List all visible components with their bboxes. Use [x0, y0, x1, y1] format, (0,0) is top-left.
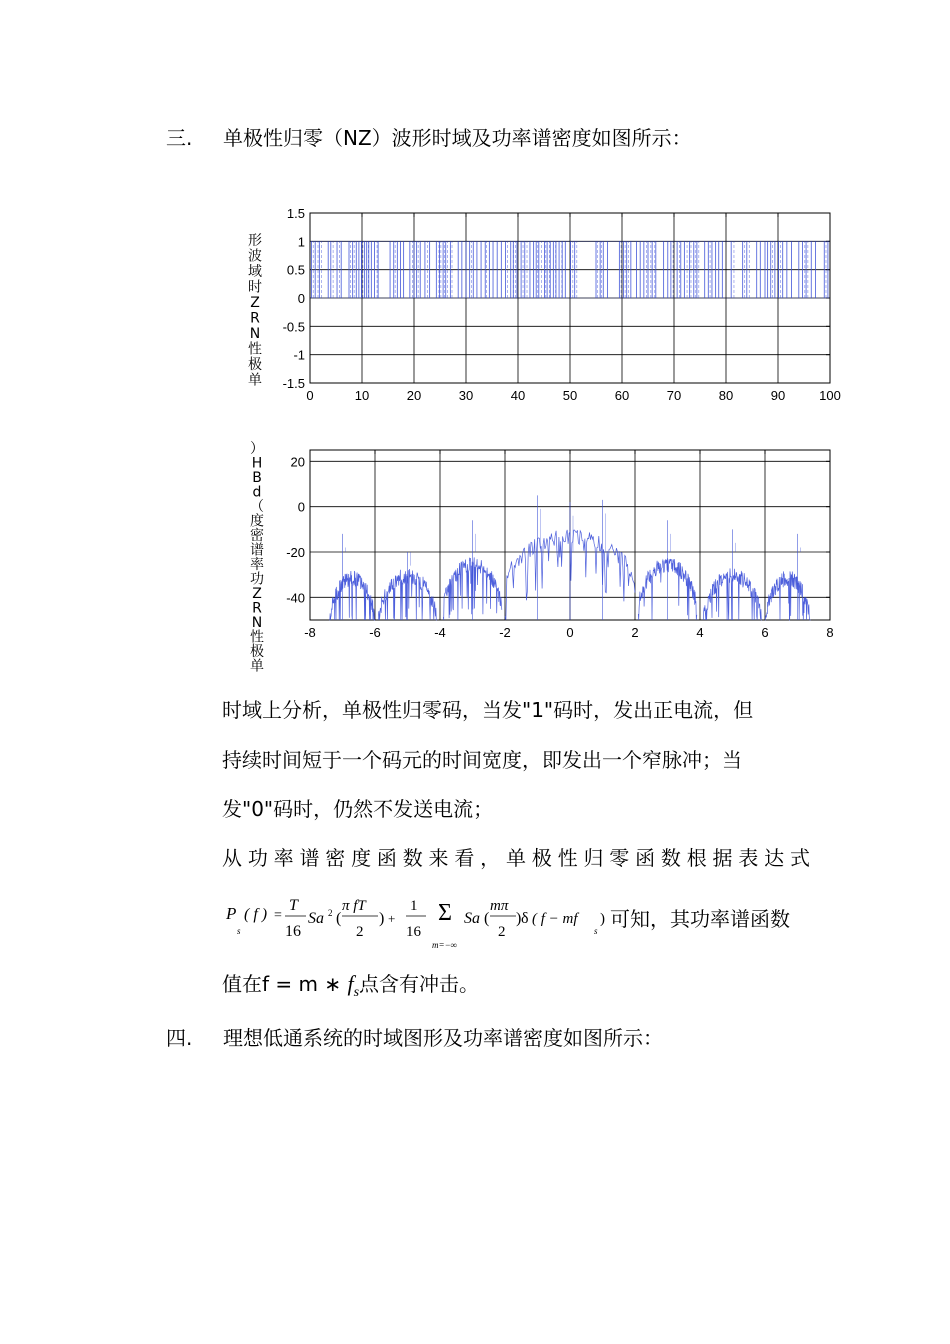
y-axis-label-char: 极 — [250, 644, 264, 660]
formula-P: P — [226, 904, 237, 923]
y-axis-label-char: 性 — [250, 629, 264, 646]
x-tick-label: 6 — [761, 625, 769, 640]
formula-mpi: mπ — [490, 898, 509, 914]
x-tick-label: -6 — [369, 625, 381, 640]
y-tick-label: 1.5 — [286, 206, 305, 221]
section-number: 三. — [166, 126, 193, 150]
line6-fs: f — [347, 971, 354, 996]
x-tick-label: 80 — [718, 388, 734, 403]
y-axis-label-char: N — [249, 326, 261, 342]
formula-mlim: m=−∞ — [432, 940, 458, 950]
section-title: 单极性归零（NZ）波形时域及功率谱密度如图所示： — [223, 126, 692, 150]
paragraph-line-4: 从功率谱密度函数来看，单极性归零函数根据表达式 — [222, 846, 810, 870]
x-tick-label: 20 — [406, 388, 422, 403]
y-tick-label: 1 — [297, 234, 305, 250]
formula-lp: ( — [336, 910, 342, 927]
y-axis-label-char: H — [251, 455, 263, 472]
formula-s: s — [237, 926, 241, 936]
section-number: 四. — [166, 1026, 193, 1050]
x-tick-label: 50 — [562, 388, 578, 403]
y-axis-label-char: R — [250, 310, 260, 327]
formula-Sa: Sa — [308, 910, 324, 927]
x-tick-label: 70 — [666, 388, 682, 403]
formula-rp3: ) — [600, 911, 605, 927]
formula-pifT: π fT — [342, 898, 366, 914]
line6-suffix: 点含有冲击。 — [359, 972, 480, 996]
y-tick-label: -0.5 — [282, 319, 305, 335]
y-axis-label-char: 率 — [250, 557, 264, 573]
y-axis-label-char: 谱 — [250, 542, 264, 559]
formula-one: 1 — [410, 898, 418, 914]
figure-svg — [235, 195, 850, 675]
y-axis-label-char: 功 — [250, 571, 264, 588]
y-axis-label-char: 时 — [248, 279, 262, 296]
y-axis-label-char: Z — [252, 586, 262, 602]
y-axis-label-char: 波 — [248, 248, 262, 265]
line6-sub: s — [353, 985, 360, 1000]
x-tick-label: -2 — [499, 625, 511, 640]
formula-fpar: ( f ) — [244, 906, 268, 923]
x-tick-label: 100 — [819, 388, 841, 403]
y-axis-label-char: 性 — [248, 341, 262, 358]
y-axis-label-char: N — [251, 615, 263, 631]
formula-sq: 2 — [328, 908, 333, 918]
formula-sigma: Σ — [438, 900, 452, 926]
paragraph-line-2: 持续时间短于一个码元的时间宽度，即发出一个窄脉冲；当 — [222, 748, 742, 772]
y-tick-label: -40 — [286, 590, 305, 606]
y-axis-label-char: （ — [250, 499, 264, 515]
y-axis-label-char: 域 — [248, 264, 262, 280]
x-tick-label: 90 — [770, 388, 786, 403]
y-tick-label: 0 — [297, 291, 305, 306]
x-tick-label: 2 — [631, 625, 639, 640]
y-tick-label: -20 — [286, 545, 305, 560]
section-title: 理想低通系统的时域图形及功率谱密度如图所示： — [223, 1026, 663, 1050]
y-axis-label-char: Z — [250, 295, 260, 311]
time-domain-plot — [248, 206, 841, 403]
paragraph-line-3: 发"0"码时，仍然不发送电流； — [222, 797, 494, 821]
formula-delta: δ — [521, 910, 529, 927]
x-tick-label: 0 — [306, 388, 314, 403]
y-axis-label-char: 极 — [248, 357, 262, 373]
formula-rp2: ) — [516, 910, 522, 927]
x-tick-label: -4 — [434, 625, 446, 640]
formula-eq: = — [274, 908, 282, 923]
x-tick-label: -8 — [304, 625, 316, 640]
formula-s2: s — [594, 926, 598, 936]
y-axis-label-char: ） — [250, 441, 264, 457]
formula-2b: 2 — [498, 924, 506, 940]
y-axis-label-char: d — [252, 484, 262, 501]
y-axis-label-char: 单 — [250, 658, 264, 675]
y-tick-label: -1.5 — [282, 376, 305, 391]
x-tick-label: 8 — [826, 625, 834, 640]
formula-lp2: ( — [484, 910, 490, 927]
formula-2a: 2 — [356, 924, 364, 940]
x-tick-label: 40 — [510, 388, 526, 403]
y-tick-label: 0.5 — [286, 262, 305, 278]
y-tick-label: 0 — [297, 499, 305, 515]
formula-tail-text: 可知，其功率谱函数 — [610, 907, 790, 931]
x-tick-label: 60 — [614, 388, 630, 403]
formula-arg: ( f − mf — [532, 911, 578, 927]
formula-rp: ) — [379, 910, 385, 927]
x-tick-label: 10 — [354, 388, 370, 403]
y-axis-label-char: 形 — [248, 233, 262, 249]
y-tick-label: -1 — [293, 347, 305, 363]
figure-nrz — [235, 195, 850, 675]
formula-Sa2: Sa — [464, 910, 480, 927]
x-tick-label: 30 — [458, 388, 474, 403]
x-tick-label: 4 — [696, 625, 704, 640]
paragraph-line-6 — [222, 968, 479, 1001]
line6-prefix: 值在f = m ∗ — [222, 972, 348, 996]
formula-16b: 16 — [406, 924, 421, 940]
y-axis-label-char: 度 — [250, 513, 264, 530]
y-axis-label-char: 单 — [248, 372, 262, 389]
y-axis-label-char: R — [252, 600, 262, 617]
paragraph-line-1: 时域上分析，单极性归零码，当发"1"码时，发出正电流，但 — [222, 698, 754, 722]
y-axis-label-char: 密 — [250, 528, 264, 544]
formula-16a: 16 — [285, 923, 301, 940]
x-tick-label: 0 — [566, 625, 574, 640]
y-tick-label: 20 — [290, 454, 305, 470]
formula-T: T — [289, 897, 298, 914]
y-axis-label-char: B — [252, 470, 262, 486]
psd-plot — [250, 441, 834, 675]
formula-plus: + — [388, 911, 396, 926]
